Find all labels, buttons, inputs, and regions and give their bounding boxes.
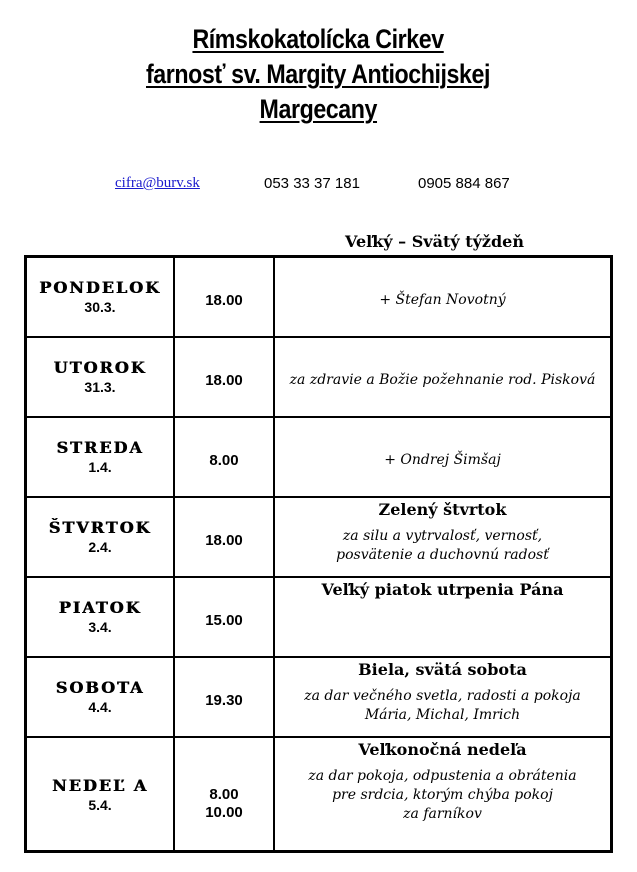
intention-cell — [274, 337, 612, 417]
day-cell — [26, 417, 175, 497]
day-name: STREDA — [56, 437, 144, 457]
time-cell — [174, 737, 274, 852]
intention-text: + Štefan Novotný — [379, 292, 506, 308]
day-name: UTOROK — [53, 357, 147, 377]
intention-cell — [274, 737, 612, 852]
parish-header — [0, 22, 637, 127]
day-cell — [26, 257, 175, 337]
table-row — [26, 657, 612, 737]
day-date: 30.3. — [84, 299, 116, 315]
table-row — [26, 497, 612, 577]
week-title: Veľký – Svätý týždeň — [345, 232, 524, 251]
day-name: SOBOTA — [55, 677, 145, 697]
header-church-name: Rímskokatolícka Cirkev — [192, 24, 445, 54]
mass-time: 19.30 — [205, 691, 243, 709]
feast-title: Veľkonočná nedeľa — [358, 739, 527, 759]
day-name: PIATOK — [58, 597, 142, 617]
mass-time: 18.00 — [205, 292, 243, 309]
email-link[interactable]: cifra@burv.sk — [115, 175, 200, 191]
intention-text: za dar pokoja, odpustenia a obrátenia — [308, 767, 577, 784]
day-cell — [26, 657, 175, 737]
header-town: Margecany — [259, 94, 378, 124]
mass-time: 10.00 — [205, 803, 243, 821]
intention-text: + Ondrej Šimšaj — [384, 451, 501, 468]
time-cell — [174, 657, 274, 737]
time-cell — [174, 417, 274, 497]
intention-cell — [274, 497, 612, 577]
table-row — [26, 337, 612, 417]
time-cell — [174, 257, 274, 337]
intention-text: za silu a vytrvalosť, vernosť, — [342, 527, 543, 544]
time-cell — [174, 337, 274, 417]
mass-time: 8.00 — [209, 451, 239, 469]
feast-title: Zelený štvrtok — [378, 499, 507, 519]
mass-schedule-table — [24, 255, 613, 853]
table-row — [26, 417, 612, 497]
intention-text: za dar večného svetla, radosti a pokoja — [304, 687, 581, 704]
mass-time: 15.00 — [205, 611, 243, 629]
day-date: 2.4. — [88, 538, 112, 555]
intention-text: za farníkov — [403, 805, 482, 822]
time-cell — [174, 497, 274, 577]
intention-text: Mária, Michal, Imrich — [364, 706, 521, 723]
intention-text: za zdravie a Božie požehnanie rod. Pisková — [289, 371, 596, 388]
day-date: 3.4. — [88, 618, 112, 635]
phone-landline: 053 33 37 181 — [264, 175, 360, 192]
day-date: 31.3. — [84, 378, 116, 395]
day-date: 5.4. — [88, 796, 112, 813]
mass-time: 8.00 — [209, 785, 239, 803]
intention-cell — [274, 417, 612, 497]
header-parish-name: farnosť sv. Margity Antiochijskej — [146, 59, 491, 89]
intention-text: posvätenie a duchovnú radosť — [336, 546, 549, 563]
intention-cell — [274, 577, 612, 657]
intention-text: pre srdcia, ktorým chýba pokoj — [332, 786, 553, 803]
feast-title: Biela, svätá sobota — [358, 659, 527, 679]
day-cell — [26, 497, 175, 577]
day-cell — [26, 337, 175, 417]
time-cell — [174, 577, 274, 657]
intention-cell — [274, 657, 612, 737]
mass-time: 18.00 — [205, 531, 243, 549]
day-name: PONDELOK — [39, 278, 161, 297]
table-row — [26, 737, 612, 852]
mass-time: 18.00 — [205, 371, 243, 389]
day-cell — [26, 737, 175, 852]
day-date: 1.4. — [88, 458, 112, 475]
intention-cell — [274, 257, 612, 337]
feast-title: Veľký piatok utrpenia Pána — [321, 579, 564, 599]
day-cell — [26, 577, 175, 657]
table-row — [26, 257, 612, 337]
phone-mobile: 0905 884 867 — [418, 175, 510, 192]
day-name: ŠTVRTOK — [48, 517, 152, 537]
day-name: NEDEĽ A — [51, 775, 149, 795]
table-row — [26, 577, 612, 657]
day-date: 4.4. — [88, 698, 112, 715]
